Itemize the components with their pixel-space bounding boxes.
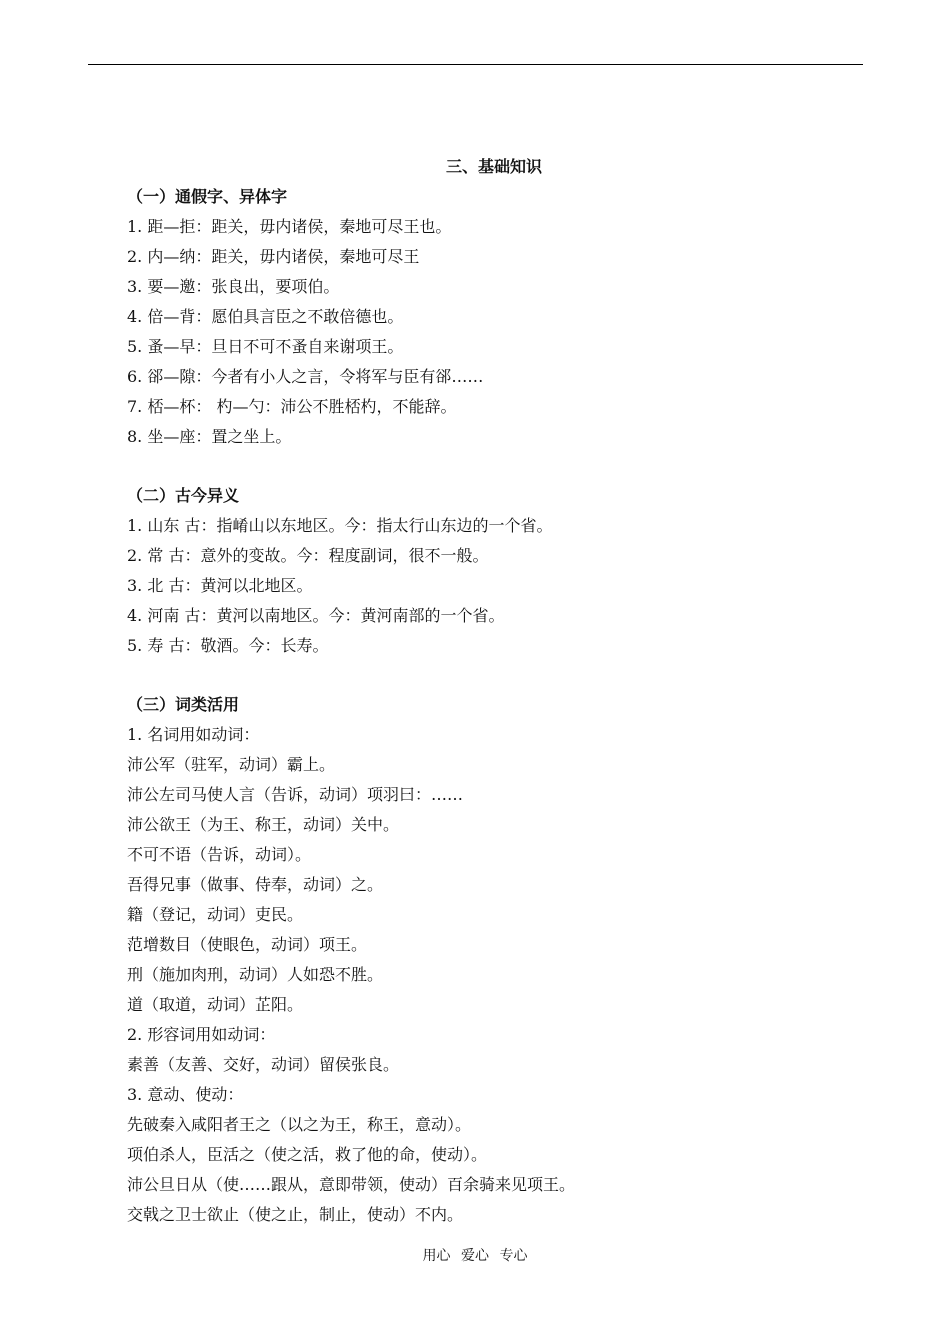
list-item: 1. 名词用如动词： (127, 725, 260, 744)
section-gujin-yiyi (127, 481, 847, 661)
list-item: 6. 郤—隙：今者有小人之言，令将军与臣有郤…… (127, 367, 484, 386)
section-heading: （二）古今异义 (127, 486, 240, 505)
list-item: 5. 蚤—早：旦日不可不蚤自来谢项王。 (127, 337, 404, 356)
section-tongjiazi (127, 182, 847, 452)
list-item: 1. 距—拒：距关，毋内诸侯，秦地可尽王也。 (127, 217, 452, 236)
list-item: 2. 形容词用如动词： (127, 1025, 276, 1044)
list-item: 交戟之卫士欲止（使之止，制止，使动）不内。 (127, 1205, 464, 1224)
document-body (127, 152, 847, 1230)
list-item: 沛公欲王（为王、称王，动词）关中。 (127, 815, 400, 834)
list-item: 3. 意动、使动： (127, 1085, 244, 1104)
list-item: 4. 河南 古：黄河以南地区。今：黄河南部的一个省。 (127, 606, 505, 625)
list-item: 素善（友善、交好，动词）留侯张良。 (127, 1055, 400, 1074)
list-item: 吾得兄事（做事、侍奉，动词）之。 (127, 875, 384, 894)
list-item: 4. 倍—背：愿伯具言臣之不敢倍德也。 (127, 307, 404, 326)
page-footer: 用心 爱心 专心 (422, 1248, 528, 1264)
list-item: 5. 寿 古：敬酒。今：长寿。 (127, 636, 329, 655)
list-item: 沛公军（驻军，动词）霸上。 (127, 755, 336, 774)
list-item: 沛公左司马使人言（告诉，动词）项羽曰：…… (127, 785, 464, 804)
list-item: 范增数目（使眼色，动词）项王。 (127, 935, 368, 954)
list-item: 3. 要—邀：张良出，要项伯。 (127, 277, 340, 296)
header-rule (88, 64, 863, 65)
list-item: 沛公旦日从（使……跟从，意即带领，使动）百余骑来见项王。 (127, 1175, 576, 1194)
spacer (127, 661, 847, 690)
list-item: 项伯杀人，臣活之（使之活，救了他的命，使动）。 (127, 1145, 488, 1164)
list-item: 刑（施加肉刑，动词）人如恐不胜。 (127, 965, 384, 984)
list-item: 籍（登记，动词）吏民。 (127, 905, 304, 924)
page-title: 三、基础知识 (445, 157, 542, 176)
list-item: 7. 桮—杯： 杓—勺：沛公不胜桮杓，不能辞。 (127, 397, 457, 416)
list-item: 先破秦入咸阳者王之（以之为王，称王，意动）。 (127, 1115, 472, 1134)
list-item: 8. 坐—座：置之坐上。 (127, 427, 292, 446)
list-item: 2. 常 古：意外的变故。今：程度副词，很不一般。 (127, 546, 489, 565)
section-heading: （一）通假字、异体字 (127, 187, 288, 206)
list-item: 2. 内—纳：距关，毋内诸侯，秦地可尽王 (127, 247, 420, 266)
list-item: 道（取道，动词）芷阳。 (127, 995, 304, 1014)
list-item: 1. 山东 古：指崤山以东地区。今：指太行山东边的一个省。 (127, 516, 553, 535)
list-item: 不可不语（告诉，动词）。 (127, 845, 312, 864)
list-item: 3. 北 古：黄河以北地区。 (127, 576, 313, 595)
section-cilei-huoyong (127, 690, 847, 1230)
spacer (127, 452, 847, 481)
section-heading: （三）词类活用 (127, 695, 240, 714)
